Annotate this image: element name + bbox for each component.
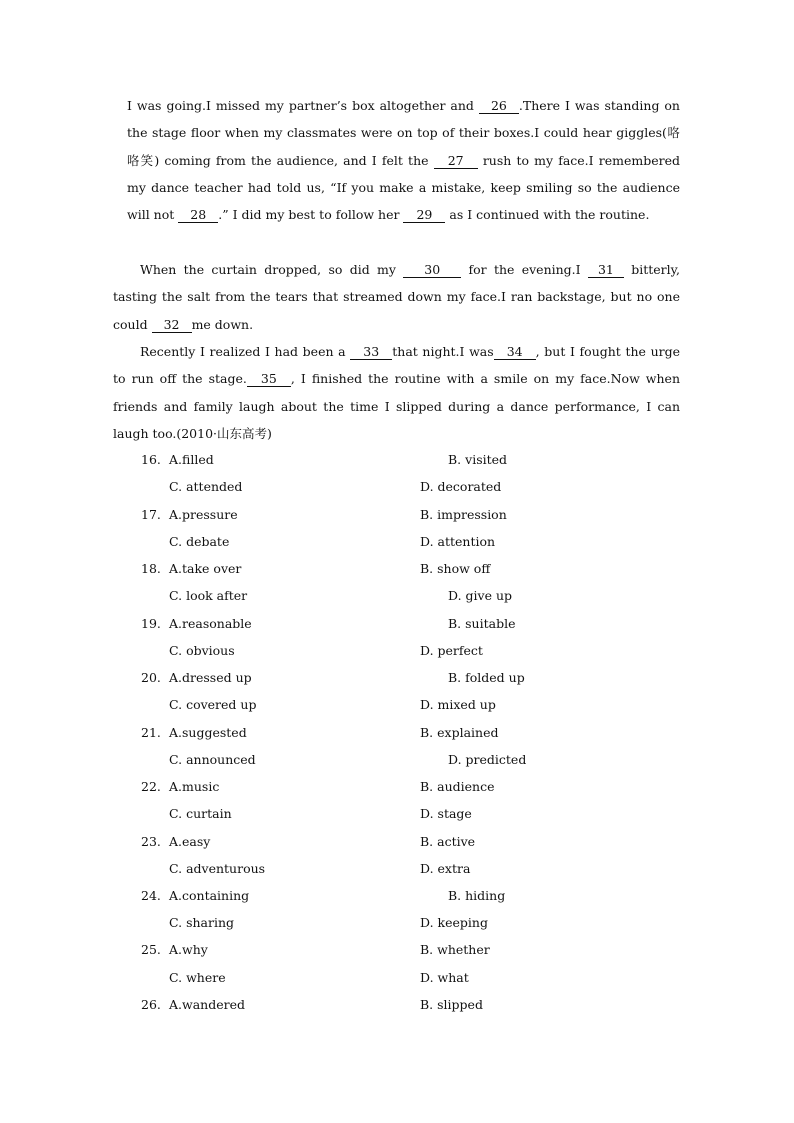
passage-text: , I finished the routine with a smile on my face.Now when friends and family laugh about the time I slipped during a dance performance, I can laugh too.(2010·山东高考) (113, 371, 680, 441)
option-b: B. slipped (420, 997, 483, 1012)
option-d: D. keeping (420, 915, 488, 930)
option-a: A.dressed up (169, 670, 252, 685)
passage-text: Recently I realized I had been a (140, 344, 351, 359)
option-a: A.easy (169, 834, 211, 849)
option-a: A.pressure (169, 507, 238, 522)
passage-text: that night.I was (392, 344, 494, 359)
option-c: C. adventurous (169, 861, 266, 876)
passage-text: I was going.I missed my partner’s box altogether and (127, 98, 479, 113)
question-number: 17. (141, 507, 161, 522)
option-b: B. show off (420, 561, 491, 576)
question-number: 21. (141, 725, 161, 740)
option-b: B. hiding (448, 888, 506, 903)
passage-text: me down. (191, 316, 254, 332)
option-c: C. curtain (169, 806, 232, 821)
passage-paragraph-1 (127, 92, 680, 228)
option-b: B. folded up (448, 670, 525, 685)
option-a: A.music (169, 779, 220, 794)
question-number: 18. (141, 561, 161, 576)
option-d: D. attention (420, 534, 496, 549)
passage-text: bitterly, tasting the salt from the tears that streamed down my face.I ran backstage, but no one could (113, 262, 680, 332)
option-a: A.why (169, 942, 208, 957)
option-b: B. whether (420, 942, 490, 957)
option-c: C. look after (169, 588, 248, 603)
option-c: C. debate (169, 534, 230, 549)
question-number: 22. (141, 779, 161, 794)
question-number: 19. (141, 616, 161, 631)
passage-text: .” I did my best to follow her (218, 207, 404, 223)
blank-35: 35 (247, 372, 291, 387)
passage-text: , but I fought the urge to run off the stage. (113, 344, 680, 387)
blank-26: 26 (479, 99, 519, 114)
option-d: D. mixed up (420, 697, 496, 712)
option-c: C. announced (169, 752, 256, 767)
option-b: B. active (420, 834, 476, 849)
question-number: 23. (141, 834, 161, 849)
option-b: B. audience (420, 779, 495, 794)
blank-31: 31 (588, 263, 624, 278)
option-a: A.take over (169, 561, 242, 576)
option-a: A.containing (169, 888, 250, 903)
passage-paragraph-2 (113, 256, 680, 338)
option-d: D. give up (448, 588, 513, 603)
option-d: D. stage (420, 806, 472, 821)
passage-text: as I continued with the routine. (445, 207, 650, 223)
option-b: B. impression (420, 507, 507, 522)
blank-27: 27 (434, 154, 478, 169)
question-number: 26. (141, 997, 161, 1012)
option-d: D. decorated (420, 479, 502, 494)
option-a: A.reasonable (169, 616, 252, 631)
option-a: A.suggested (169, 725, 247, 740)
passage-paragraph-3 (113, 338, 680, 447)
option-c: C. covered up (169, 697, 257, 712)
option-a: A.filled (169, 452, 214, 467)
passage-text: for the evening.I (461, 262, 588, 277)
option-d: D. extra (420, 861, 471, 876)
blank-32: 32 (152, 318, 192, 333)
option-d: D. perfect (420, 643, 483, 658)
passage-text: rush to my face.I remembered my dance teacher had told us, “If you make a mistake, keep smiling so the audience will not (127, 152, 680, 223)
passage-text: .There I was standing on the stage floor when my classmates were on top of their boxes.I could hear giggles(咯咯笑) coming from the audience, and I felt the (127, 98, 680, 168)
option-c: C. where (169, 970, 226, 985)
option-c: C. obvious (169, 643, 235, 658)
option-d: D. predicted (448, 752, 527, 767)
option-b: B. visited (448, 452, 508, 467)
option-b: B. explained (420, 725, 499, 740)
option-b: B. suitable (448, 616, 516, 631)
option-d: D. what (420, 970, 469, 985)
question-number: 16. (141, 452, 161, 467)
blank-30: 30 (403, 263, 461, 278)
option-c: C. sharing (169, 915, 235, 930)
option-a: A.wandered (169, 997, 245, 1012)
question-number: 25. (141, 942, 161, 957)
blank-34: 34 (494, 345, 536, 360)
question-number: 24. (141, 888, 161, 903)
blank-33: 33 (350, 345, 392, 360)
question-number: 20. (141, 670, 161, 685)
blank-28: 28 (178, 208, 218, 223)
option-c: C. attended (169, 479, 243, 494)
passage-text: When the curtain dropped, so did my (140, 262, 404, 277)
blank-29: 29 (403, 208, 445, 223)
